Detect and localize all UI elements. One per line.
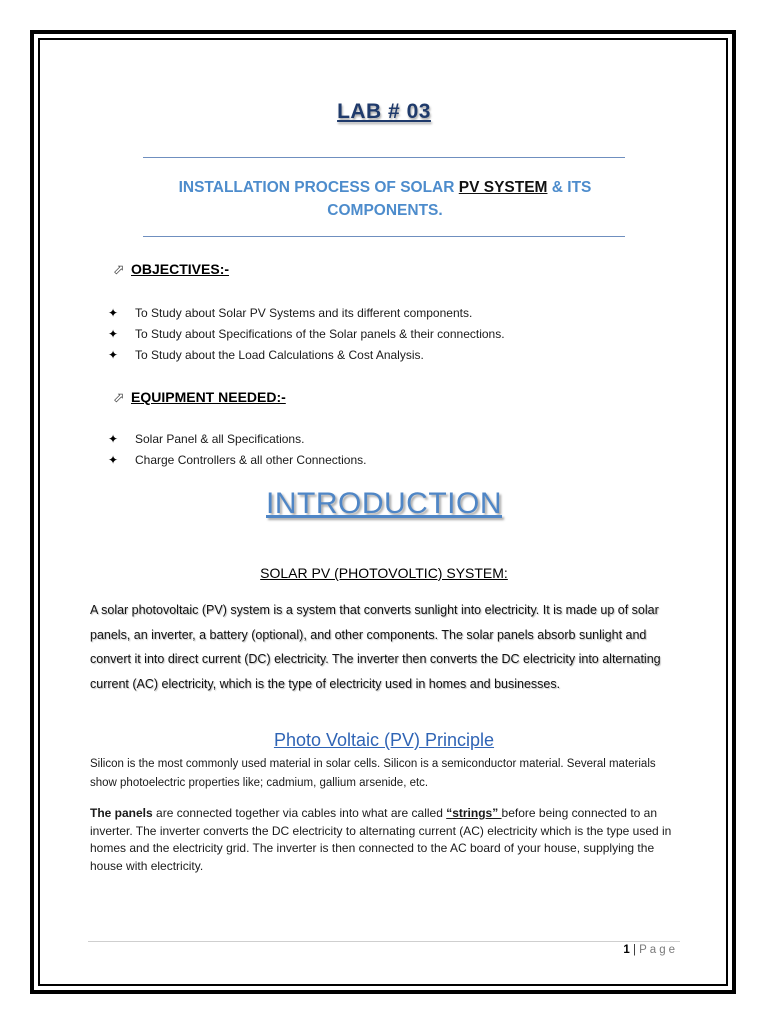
title-divider-top (143, 157, 625, 158)
solar-pv-paragraph: A solar photovoltaic (PV) system is a system that converts sunlight into electricity. It is made up of solar panels, an inverter, a battery (optional), and other components. The solar panels absorb sunlight and convert it into direct current (DC) electricity. The inverter then converts the DC electricity into alternating current (AC) electricity, which is the type of electricity used in homes and businesses. (90, 603, 661, 691)
objectives-list (108, 303, 505, 366)
star-bullet-icon: ✦ (108, 327, 119, 341)
list-item (108, 429, 366, 450)
objectives-heading (113, 261, 229, 278)
star-bullet-icon: ✦ (108, 453, 119, 467)
panels-paragraph (90, 805, 682, 875)
subtitle-part1: INSTALLATION PROCESS OF SOLAR (178, 179, 459, 196)
pv-principle-paragraph: Silicon is the most commonly used material in solar cells. Silicon is a semiconductor material. Several materials show photoelectric properties like; cadmium, gallium arsenide, etc. (90, 758, 656, 789)
list-item (108, 324, 505, 345)
pv-principle-heading: Photo Voltaic (PV) Principle (273, 730, 495, 750)
list-item (108, 345, 505, 366)
star-bullet-icon: ✦ (108, 432, 119, 446)
panels-text-1: are connected together via cables into what are called (152, 806, 447, 820)
equipment-list (108, 429, 366, 471)
list-item (108, 303, 505, 324)
page-number: 1 (623, 944, 630, 956)
equipment-heading-text: EQUIPMENT NEEDED:- (131, 389, 286, 405)
document-subtitle (150, 176, 620, 222)
list-item-text: To Study about the Load Calculations & Cost Analysis. (135, 348, 424, 362)
panels-text-2: before being connected to an inverter. The inverter converts the DC electricity to alternating current (AC) electricity which is the type used in homes and the electricity grid. The inverter is then connected to the AC board of your house, supplying the house with electricity. (90, 806, 672, 873)
star-bullet-icon: ✦ (108, 348, 119, 362)
list-item-text: Charge Controllers & all other Connections. (135, 453, 367, 467)
equipment-heading (113, 389, 286, 406)
star-bullet-icon: ✦ (108, 306, 119, 320)
solar-pv-heading: SOLAR PV (PHOTOVOLTIC) SYSTEM: (260, 565, 508, 581)
arrow-icon: ⬀ (113, 261, 125, 277)
strings-term: “strings” (446, 806, 502, 820)
arrow-icon: ⬀ (113, 389, 125, 405)
subtitle-pv-system: PV SYSTEM (458, 179, 548, 196)
page-label: Page (639, 944, 678, 956)
list-item-text: To Study about Solar PV Systems and its different components. (135, 306, 473, 320)
list-item-text: Solar Panel & all Specifications. (135, 432, 305, 446)
title-divider-bottom (143, 236, 625, 237)
panels-bold-lead: The panels (90, 806, 153, 820)
introduction-heading: INTRODUCTION (266, 487, 502, 520)
list-item (108, 450, 366, 471)
footer-divider (88, 941, 680, 942)
objectives-heading-text: OBJECTIVES:- (131, 261, 230, 277)
footer-separator: | (629, 944, 640, 956)
list-item-text: To Study about Specifications of the Solar panels & their connections. (135, 327, 505, 341)
subtitle-part2: & ITS COMPONENTS. (327, 179, 592, 219)
page-footer (560, 944, 678, 956)
lab-title: LAB # 03 (337, 100, 431, 123)
